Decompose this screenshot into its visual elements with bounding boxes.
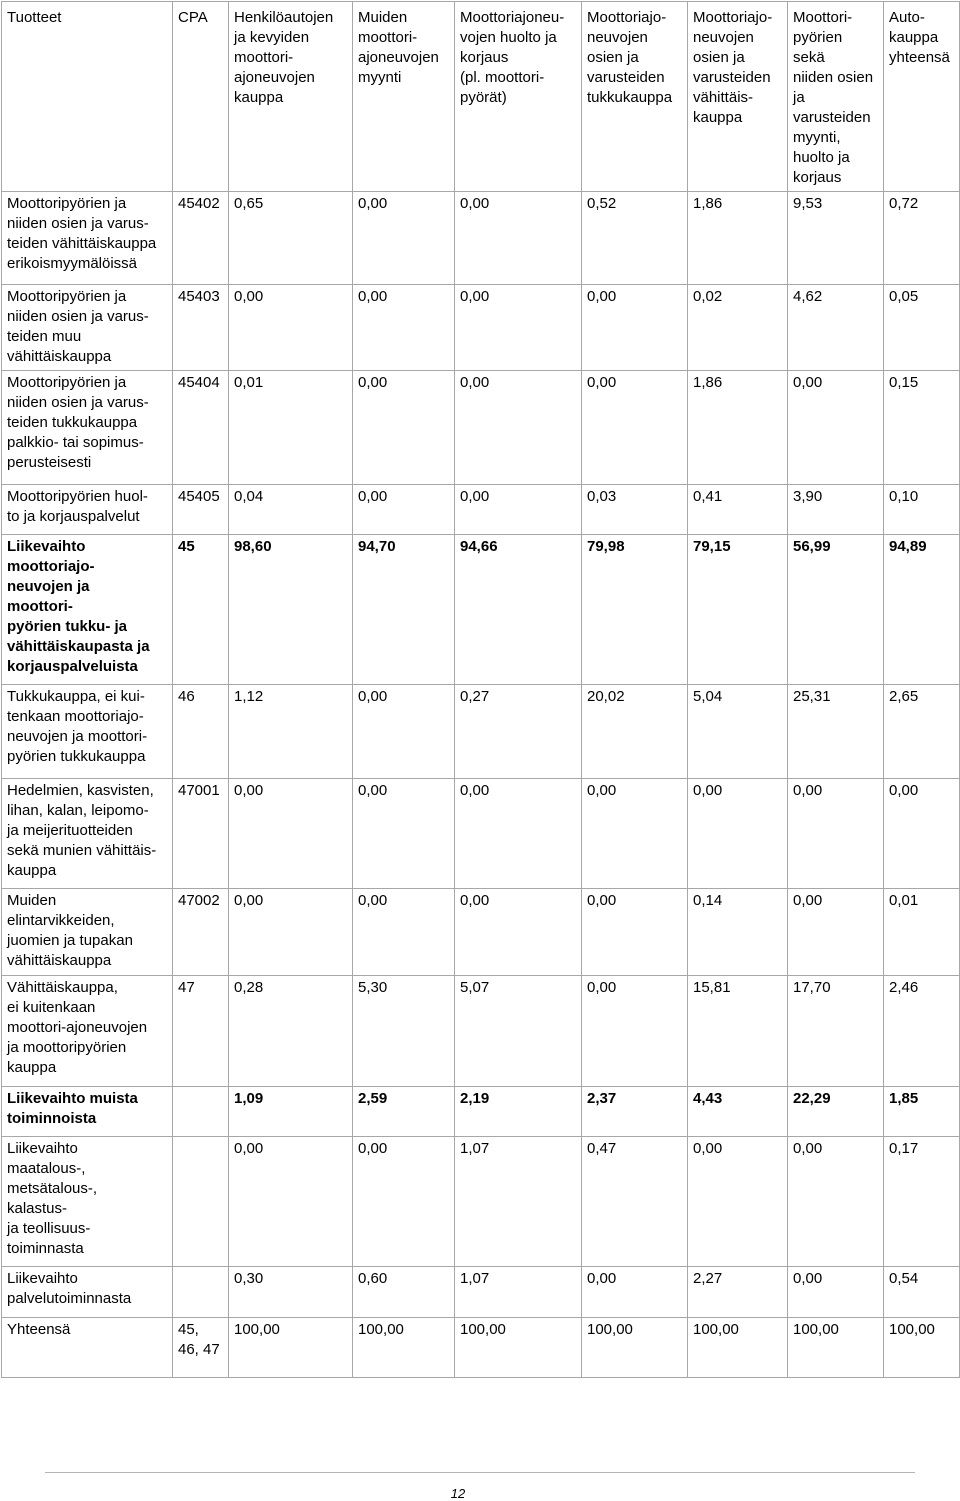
- header-cell-parts-wholesale: Moottoriajo- neuvojen osien ja varusteiden tukkukauppa: [582, 2, 688, 192]
- header-cell-cpa: CPA: [173, 2, 229, 192]
- row-cpa-code: [173, 1267, 229, 1318]
- cell-vehicle-repair: 0,00: [455, 371, 582, 485]
- cell-parts-retail: 15,81: [688, 976, 788, 1087]
- table-row: [2, 485, 960, 535]
- cell-parts-retail: 4,43: [688, 1087, 788, 1137]
- cell-passenger-car-trade: 0,28: [229, 976, 353, 1087]
- row-cpa-code: 46: [173, 685, 229, 779]
- cell-vehicle-repair: 0,00: [455, 889, 582, 976]
- cell-passenger-car-trade: 1,09: [229, 1087, 353, 1137]
- cell-car-trade-total: 0,72: [884, 192, 960, 285]
- cell-car-trade-total: 1,85: [884, 1087, 960, 1137]
- row-cpa-code: 47001: [173, 779, 229, 889]
- header-row: [2, 2, 960, 192]
- header-cell-parts-retail: Moottoriajo- neuvojen osien ja varusteiden vähittäis- kauppa: [688, 2, 788, 192]
- cell-car-trade-total: 0,10: [884, 485, 960, 535]
- footer-divider: [45, 1472, 915, 1473]
- cell-parts-retail: 0,41: [688, 485, 788, 535]
- row-label: Yhteensä: [2, 1318, 173, 1378]
- cell-car-trade-total: 94,89: [884, 535, 960, 685]
- cell-parts-retail: 0,02: [688, 285, 788, 371]
- row-label: Vähittäiskauppa, ei kuitenkaan moottori-ajoneuvojen ja moottoripyörien kauppa: [2, 976, 173, 1087]
- cell-vehicle-repair: 0,00: [455, 779, 582, 889]
- row-cpa-code: 45: [173, 535, 229, 685]
- cell-parts-retail: 1,86: [688, 371, 788, 485]
- cell-parts-wholesale: 0,00: [582, 976, 688, 1087]
- cell-vehicle-repair: 1,07: [455, 1137, 582, 1267]
- table-row: [2, 285, 960, 371]
- cell-passenger-car-trade: 100,00: [229, 1318, 353, 1378]
- cell-parts-retail: 0,00: [688, 779, 788, 889]
- cell-motorcycle-trade: 4,62: [788, 285, 884, 371]
- cell-motorcycle-trade: 0,00: [788, 889, 884, 976]
- cell-other-vehicle-sales: 0,00: [353, 485, 455, 535]
- cell-other-vehicle-sales: 5,30: [353, 976, 455, 1087]
- cell-car-trade-total: 0,17: [884, 1137, 960, 1267]
- cell-vehicle-repair: 2,19: [455, 1087, 582, 1137]
- row-cpa-code: [173, 1137, 229, 1267]
- cell-motorcycle-trade: 25,31: [788, 685, 884, 779]
- cell-parts-retail: 100,00: [688, 1318, 788, 1378]
- cell-motorcycle-trade: 22,29: [788, 1087, 884, 1137]
- cell-car-trade-total: 0,00: [884, 779, 960, 889]
- row-label: Tukkukauppa, ei kui- tenkaan moottoriajo- neuvojen ja moottori- pyörien tukkukauppa: [2, 685, 173, 779]
- cell-parts-wholesale: 0,00: [582, 889, 688, 976]
- cell-car-trade-total: 0,15: [884, 371, 960, 485]
- cell-parts-retail: 79,15: [688, 535, 788, 685]
- cell-car-trade-total: 0,54: [884, 1267, 960, 1318]
- cell-parts-retail: 0,00: [688, 1137, 788, 1267]
- row-cpa-code: 47002: [173, 889, 229, 976]
- cell-motorcycle-trade: 3,90: [788, 485, 884, 535]
- table-row: [2, 976, 960, 1087]
- cell-car-trade-total: 100,00: [884, 1318, 960, 1378]
- table-row: [2, 1267, 960, 1318]
- cell-vehicle-repair: 100,00: [455, 1318, 582, 1378]
- page-number: 12: [450, 1486, 466, 1501]
- cell-vehicle-repair: 0,00: [455, 192, 582, 285]
- cell-vehicle-repair: 0,00: [455, 285, 582, 371]
- cell-motorcycle-trade: 17,70: [788, 976, 884, 1087]
- row-cpa-code: 45405: [173, 485, 229, 535]
- cell-motorcycle-trade: 0,00: [788, 779, 884, 889]
- row-label: Moottoripyörien huol- to ja korjauspalvelut: [2, 485, 173, 535]
- cell-parts-retail: 5,04: [688, 685, 788, 779]
- cell-other-vehicle-sales: 100,00: [353, 1318, 455, 1378]
- table-body: [2, 192, 960, 1378]
- cell-other-vehicle-sales: 0,00: [353, 192, 455, 285]
- cell-passenger-car-trade: 0,04: [229, 485, 353, 535]
- row-label: Muiden elintarvikkeiden, juomien ja tupakan vähittäiskauppa: [2, 889, 173, 976]
- header-cell-passenger-car-trade: Henkilöautojen ja kevyiden moottori- ajoneuvojen kauppa: [229, 2, 353, 192]
- cell-motorcycle-trade: 0,00: [788, 1267, 884, 1318]
- cell-vehicle-repair: 94,66: [455, 535, 582, 685]
- header-cell-car-trade-total: Auto- kauppa yhteensä: [884, 2, 960, 192]
- table-row: [2, 192, 960, 285]
- table-row: [2, 1137, 960, 1267]
- cell-parts-wholesale: 0,00: [582, 779, 688, 889]
- cell-motorcycle-trade: 100,00: [788, 1318, 884, 1378]
- table-row: [2, 371, 960, 485]
- row-label: Liikevaihto palvelutoiminnasta: [2, 1267, 173, 1318]
- row-label: Liikevaihto muista toiminnoista: [2, 1087, 173, 1137]
- cell-parts-wholesale: 20,02: [582, 685, 688, 779]
- cell-passenger-car-trade: 0,00: [229, 889, 353, 976]
- cell-motorcycle-trade: 9,53: [788, 192, 884, 285]
- cell-motorcycle-trade: 56,99: [788, 535, 884, 685]
- cell-parts-wholesale: 79,98: [582, 535, 688, 685]
- cell-parts-wholesale: 0,47: [582, 1137, 688, 1267]
- cell-other-vehicle-sales: 0,00: [353, 779, 455, 889]
- cell-parts-retail: 2,27: [688, 1267, 788, 1318]
- data-table: [1, 1, 960, 1378]
- table-row: [2, 779, 960, 889]
- cell-motorcycle-trade: 0,00: [788, 371, 884, 485]
- row-cpa-code: [173, 1087, 229, 1137]
- cell-passenger-car-trade: 0,00: [229, 1137, 353, 1267]
- cell-other-vehicle-sales: 0,00: [353, 371, 455, 485]
- cell-passenger-car-trade: 1,12: [229, 685, 353, 779]
- row-label: Moottoripyörien ja niiden osien ja varus- teiden muu vähittäiskauppa: [2, 285, 173, 371]
- table-row: [2, 685, 960, 779]
- cell-passenger-car-trade: 98,60: [229, 535, 353, 685]
- cell-parts-wholesale: 0,03: [582, 485, 688, 535]
- cell-parts-retail: 0,14: [688, 889, 788, 976]
- cell-other-vehicle-sales: 0,60: [353, 1267, 455, 1318]
- header-cell-motorcycle-trade: Moottori- pyörien sekä niiden osien ja varusteiden myynti, huolto ja korjaus: [788, 2, 884, 192]
- cell-passenger-car-trade: 0,65: [229, 192, 353, 285]
- cell-parts-wholesale: 0,00: [582, 285, 688, 371]
- cell-other-vehicle-sales: 0,00: [353, 889, 455, 976]
- cell-vehicle-repair: 0,00: [455, 485, 582, 535]
- cell-motorcycle-trade: 0,00: [788, 1137, 884, 1267]
- cell-passenger-car-trade: 0,00: [229, 285, 353, 371]
- cell-vehicle-repair: 5,07: [455, 976, 582, 1087]
- cell-other-vehicle-sales: 2,59: [353, 1087, 455, 1137]
- cell-passenger-car-trade: 0,30: [229, 1267, 353, 1318]
- cell-car-trade-total: 0,05: [884, 285, 960, 371]
- header-cell-other-vehicle-sales: Muiden moottori- ajoneuvojen myynti: [353, 2, 455, 192]
- table-row: [2, 1087, 960, 1137]
- cell-other-vehicle-sales: 0,00: [353, 285, 455, 371]
- cell-parts-wholesale: 0,00: [582, 1267, 688, 1318]
- cell-car-trade-total: 2,65: [884, 685, 960, 779]
- row-cpa-code: 47: [173, 976, 229, 1087]
- row-label: Hedelmien, kasvisten, lihan, kalan, leipomo- ja meijerituotteiden sekä munien vähittäis- kauppa: [2, 779, 173, 889]
- cell-passenger-car-trade: 0,01: [229, 371, 353, 485]
- cell-parts-wholesale: 0,00: [582, 371, 688, 485]
- row-label: Moottoripyörien ja niiden osien ja varus- teiden tukkukauppa palkkio- tai sopimus- perusteisesti: [2, 371, 173, 485]
- row-cpa-code: 45, 46, 47: [173, 1318, 229, 1378]
- table-row: [2, 889, 960, 976]
- row-cpa-code: 45404: [173, 371, 229, 485]
- cell-vehicle-repair: 0,27: [455, 685, 582, 779]
- header-cell-vehicle-repair: Moottoriajoneu- vojen huolto ja korjaus (pl. moottori- pyörät): [455, 2, 582, 192]
- row-cpa-code: 45403: [173, 285, 229, 371]
- row-label: Liikevaihto moottoriajo- neuvojen ja moottori- pyörien tukku- ja vähittäiskaupasta ja korjauspalveluista: [2, 535, 173, 685]
- table-row: [2, 1318, 960, 1378]
- row-cpa-code: 45402: [173, 192, 229, 285]
- cell-other-vehicle-sales: 94,70: [353, 535, 455, 685]
- row-label: Moottoripyörien ja niiden osien ja varus- teiden vähittäiskauppa erikoismyymälöissä: [2, 192, 173, 285]
- cell-parts-retail: 1,86: [688, 192, 788, 285]
- cell-other-vehicle-sales: 0,00: [353, 685, 455, 779]
- cell-passenger-car-trade: 0,00: [229, 779, 353, 889]
- cell-parts-wholesale: 0,52: [582, 192, 688, 285]
- row-label: Liikevaihto maatalous-, metsätalous-, kalastus- ja teollisuus- toiminnasta: [2, 1137, 173, 1267]
- header-cell-products: Tuotteet: [2, 2, 173, 192]
- cell-other-vehicle-sales: 0,00: [353, 1137, 455, 1267]
- cell-car-trade-total: 2,46: [884, 976, 960, 1087]
- table-row: [2, 535, 960, 685]
- cell-parts-wholesale: 100,00: [582, 1318, 688, 1378]
- cell-car-trade-total: 0,01: [884, 889, 960, 976]
- cell-parts-wholesale: 2,37: [582, 1087, 688, 1137]
- cell-vehicle-repair: 1,07: [455, 1267, 582, 1318]
